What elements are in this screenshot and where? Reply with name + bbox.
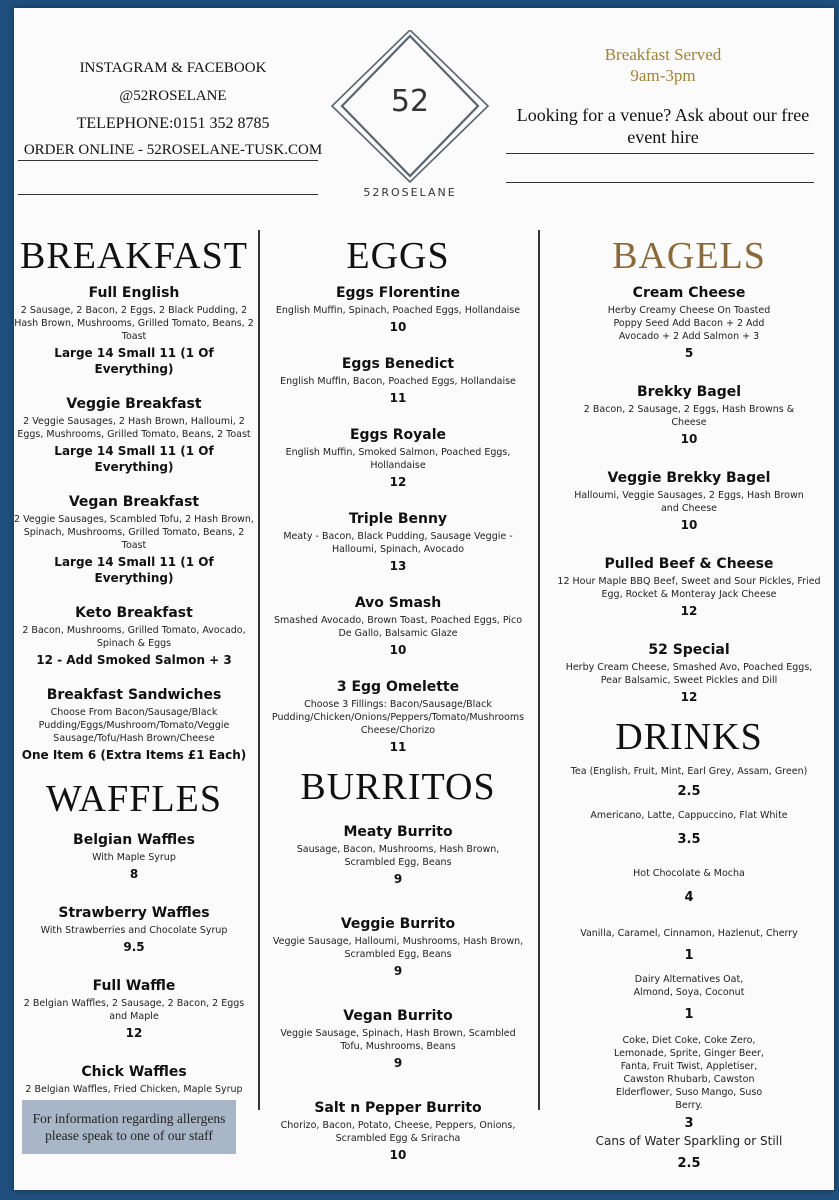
item-desc: Herby Cream Cheese, Smashed Avo, Poached Eggs, Pear Balsamic, Sweet Pickles and Dill bbox=[565, 662, 813, 686]
drink-price: 1 bbox=[684, 1007, 694, 1022]
item-price: 12 bbox=[680, 690, 698, 704]
item-desc: Choose 3 Fillings: Bacon/Sausage/Black Pudding/Chicken/Onions/Peppers/Tomato/Mushrooms Cheese/Chorizo bbox=[271, 699, 525, 736]
menu-item bbox=[270, 678, 526, 755]
item-price: 10 bbox=[389, 1148, 407, 1162]
item-name: Avo Smash bbox=[354, 595, 442, 611]
menu-item bbox=[14, 604, 254, 668]
item-price: 9 bbox=[393, 964, 403, 978]
item-name: Eggs Benedict bbox=[341, 356, 455, 372]
item-price: 12 bbox=[389, 475, 407, 489]
item-desc: Chorizo, Bacon, Potato, Cheese, Peppers, Onions, Scrambled Egg & Sriracha bbox=[280, 1120, 516, 1144]
item-price: One Item 6 (Extra Items £1 Each) bbox=[21, 748, 247, 762]
column-divider-2 bbox=[538, 230, 540, 1110]
drink-item bbox=[554, 927, 824, 963]
item-price: 5 bbox=[684, 346, 694, 360]
menu-item bbox=[554, 284, 824, 361]
item-name: Meaty Burrito bbox=[343, 824, 453, 840]
menu-item bbox=[14, 977, 254, 1041]
item-desc: Choose From Bacon/Sausage/Black Pudding/Eggs/Mushroom/Tomato/Veggie Sausage/Tofu/Hash Brown/Cheese bbox=[38, 707, 230, 744]
column-bagels-drinks bbox=[554, 228, 824, 1181]
item-desc: 2 Veggie Sausages, 2 Hash Brown, Halloumi, 2 Eggs, Mushrooms, Grilled Tomato, Beans, 2 Toast bbox=[17, 416, 251, 440]
item-price: 12 - Add Smoked Salmon + 3 bbox=[36, 653, 232, 667]
order-online-link[interactable]: ORDER ONLINE - 52ROSELANE-TUSK.COM bbox=[23, 142, 323, 158]
column-divider-1 bbox=[258, 230, 260, 1110]
menu-item bbox=[554, 469, 824, 533]
header-divider-right-1 bbox=[506, 153, 814, 154]
item-price: 11 bbox=[389, 391, 407, 405]
header-divider-left-2 bbox=[18, 194, 318, 195]
item-price: Large 14 Small 11 (1 Of Everything) bbox=[54, 444, 214, 474]
menu-item bbox=[14, 686, 254, 763]
logo-number: 52 bbox=[390, 84, 430, 119]
item-desc: English Muffin, Bacon, Poached Eggs, Hollandaise bbox=[280, 376, 516, 387]
drink-item bbox=[554, 867, 824, 905]
menu-item bbox=[270, 594, 526, 658]
item-desc: 2 Sausage, 2 Bacon, 2 Eggs, 2 Black Pudding, 2 Hash Brown, Mushrooms, Grilled Tomato, Beans, 2 Toast bbox=[14, 305, 254, 342]
allergen-text: For information regarding allergens please speak to one of our staff bbox=[32, 1111, 226, 1143]
item-desc: Sausage, Bacon, Mushrooms, Hash Brown, Scrambled Egg, Beans bbox=[296, 844, 500, 868]
header-divider-left-1 bbox=[18, 160, 318, 161]
drink-desc: Tea (English, Fruit, Mint, Earl Grey, Assam, Green) bbox=[570, 766, 808, 777]
item-price: 9 bbox=[393, 1056, 403, 1070]
item-name: Cream Cheese bbox=[632, 285, 746, 301]
menu-item bbox=[14, 904, 254, 955]
item-name: Veggie Burrito bbox=[340, 916, 456, 932]
menu-item bbox=[270, 510, 526, 574]
breakfast-heading: BREAKFAST bbox=[20, 235, 248, 277]
social-handle: @52ROSELANE bbox=[119, 88, 227, 104]
item-desc: Halloumi, Veggie Sausages, 2 Eggs, Hash Brown and Cheese bbox=[574, 490, 804, 514]
served-hours: 9am-3pm bbox=[630, 66, 696, 85]
item-name: Brekky Bagel bbox=[636, 384, 742, 400]
item-price: 8 bbox=[129, 867, 139, 881]
drinks-heading: DRINKS bbox=[615, 716, 763, 758]
item-price: 10 bbox=[389, 643, 407, 657]
drink-item bbox=[554, 1135, 824, 1171]
item-desc: Veggie Sausage, Spinach, Hash Brown, Scambled Tofu, Mushrooms, Beans bbox=[280, 1028, 516, 1052]
drink-item bbox=[554, 809, 824, 847]
logo-caption: 52ROSELANE bbox=[363, 186, 457, 199]
item-name: Veggie Breakfast bbox=[66, 396, 202, 412]
menu-page bbox=[14, 8, 834, 1190]
item-price: 13 bbox=[389, 559, 407, 573]
item-name: Chick Waffles bbox=[81, 1064, 187, 1080]
hours-block bbox=[508, 44, 818, 86]
menu-item bbox=[554, 641, 824, 705]
item-name: Keto Breakfast bbox=[75, 605, 193, 621]
header-divider-right-2 bbox=[506, 182, 814, 183]
menu-item bbox=[270, 823, 526, 887]
item-price: 12 bbox=[125, 1026, 143, 1040]
item-price: 9 bbox=[393, 872, 403, 886]
drink-desc: Cans of Water Sparkling or Still bbox=[595, 1134, 783, 1148]
item-name: Triple Benny bbox=[348, 511, 448, 527]
drink-price: 1 bbox=[684, 948, 694, 963]
item-desc: Meaty - Bacon, Black Pudding, Sausage Veggie - Halloumi, Spinach, Avocado bbox=[283, 531, 513, 555]
item-name: Vegan Burrito bbox=[343, 1008, 453, 1024]
drink-price: 3 bbox=[684, 1116, 694, 1131]
bagels-heading: BAGELS bbox=[612, 235, 766, 277]
drink-item bbox=[554, 973, 824, 1022]
menu-item bbox=[14, 284, 254, 377]
drink-desc: Vanilla, Caramel, Cinnamon, Hazlenut, Cherry bbox=[580, 928, 798, 939]
item-name: Breakfast Sandwiches bbox=[46, 687, 222, 703]
item-desc: With Strawberries and Chocolate Syrup bbox=[40, 925, 228, 936]
menu-item bbox=[14, 831, 254, 882]
drink-desc: Coke, Diet Coke, Coke Zero, Lemonade, Sprite, Ginger Beer, Fanta, Fruit Twist, Appletiser, Cawston Rhubarb, Cawston Elderflower, Suso Mango, Suso Berry. bbox=[614, 1035, 764, 1111]
menu-item bbox=[270, 915, 526, 979]
item-price: 9.5 bbox=[123, 940, 145, 954]
allergen-notice bbox=[22, 1100, 236, 1154]
item-name: Eggs Royale bbox=[349, 427, 447, 443]
item-price: 10 bbox=[680, 432, 698, 446]
item-name: Pulled Beef & Cheese bbox=[604, 556, 774, 572]
logo bbox=[328, 30, 492, 199]
menu-item bbox=[554, 383, 824, 447]
drink-price: 3.5 bbox=[677, 832, 701, 847]
eggs-heading: EGGS bbox=[346, 235, 450, 277]
item-name: Vegan Breakfast bbox=[68, 494, 200, 510]
drink-price: 2.5 bbox=[677, 1156, 701, 1171]
item-price: 10 bbox=[680, 518, 698, 532]
drink-desc: Americano, Latte, Cappuccino, Flat White bbox=[590, 810, 788, 821]
item-name: 52 Special bbox=[648, 642, 730, 658]
item-name: Salt n Pepper Burrito bbox=[314, 1100, 482, 1116]
burritos-heading: BURRITOS bbox=[300, 766, 496, 808]
item-desc: 2 Belgian Waffles, 2 Sausage, 2 Bacon, 2 Eggs and Maple bbox=[23, 998, 245, 1022]
item-desc: 2 Belgian Waffles, Fried Chicken, Maple Syrup bbox=[25, 1084, 243, 1095]
item-name: Full Waffle bbox=[92, 978, 176, 994]
item-desc: English Muffin, Smoked Salmon, Poached Eggs, Hollandaise bbox=[285, 447, 511, 471]
drink-item bbox=[554, 1034, 824, 1131]
drink-price: 2.5 bbox=[677, 784, 701, 799]
contact-block bbox=[18, 54, 328, 162]
menu-item bbox=[14, 395, 254, 475]
column-breakfast-waffles bbox=[14, 228, 254, 1124]
drink-desc: Dairy Alternatives Oat, Almond, Soya, Coconut bbox=[633, 974, 745, 998]
item-desc: 2 Bacon, Mushrooms, Grilled Tomato, Avocado, Spinach & Eggs bbox=[22, 625, 246, 649]
item-desc: English Muffin, Spinach, Poached Eggs, Hollandaise bbox=[275, 305, 521, 316]
item-price: Large 14 Small 11 (1 Of Everything) bbox=[54, 346, 214, 376]
served-label: Breakfast Served bbox=[604, 45, 722, 64]
item-desc: With Maple Syrup bbox=[92, 852, 176, 863]
drink-price: 4 bbox=[684, 890, 694, 905]
menu-item bbox=[270, 1007, 526, 1071]
item-desc: Veggie Sausage, Halloumi, Mushrooms, Hash Brown, Scrambled Egg, Beans bbox=[272, 936, 524, 960]
menu-item bbox=[554, 555, 824, 619]
item-name: Strawberry Waffles bbox=[58, 905, 210, 921]
menu-item bbox=[270, 355, 526, 406]
drink-item bbox=[554, 765, 824, 799]
item-price: 12 bbox=[680, 604, 698, 618]
menu-item bbox=[14, 493, 254, 586]
item-name: Full English bbox=[88, 285, 180, 301]
item-name: Veggie Brekky Bagel bbox=[607, 470, 771, 486]
telephone: TELEPHONE:0151 352 8785 bbox=[76, 115, 270, 132]
waffles-heading: WAFFLES bbox=[46, 778, 222, 820]
menu-item bbox=[270, 284, 526, 335]
item-desc: 12 Hour Maple BBQ Beef, Sweet and Sour Pickles, Fried Egg, Rocket & Monteray Jack Cheese bbox=[557, 576, 821, 600]
item-price: 10 bbox=[389, 320, 407, 334]
item-desc: Smashed Avocado, Brown Toast, Poached Eggs, Pico De Gallo, Balsamic Glaze bbox=[273, 615, 523, 639]
item-name: Belgian Waffles bbox=[73, 832, 195, 848]
menu-item bbox=[270, 1099, 526, 1163]
column-eggs-burritos bbox=[270, 228, 526, 1173]
menu-item bbox=[270, 426, 526, 490]
item-price: 11 bbox=[389, 740, 407, 754]
item-price: Large 14 Small 11 (1 Of Everything) bbox=[54, 555, 214, 585]
item-desc: 2 Veggie Sausages, Scambled Tofu, 2 Hash Brown, Spinach, Mushrooms, Grilled Tomato, Beans, 2 Toast bbox=[14, 514, 254, 551]
item-name: Eggs Florentine bbox=[335, 285, 461, 301]
item-name: 3 Egg Omelette bbox=[336, 679, 460, 695]
social-label: INSTAGRAM & FACEBOOK bbox=[79, 60, 267, 76]
item-desc: 2 Bacon, 2 Sausage, 2 Eggs, Hash Browns & Cheese bbox=[583, 404, 795, 428]
venue-note: Looking for a venue? Ask about our free event hire bbox=[516, 105, 810, 147]
drink-desc: Hot Chocolate & Mocha bbox=[633, 868, 745, 879]
item-desc: Herby Creamy Cheese On Toasted Poppy Seed Add Bacon + 2 Add Avocado + 2 Add Salmon + 3 bbox=[607, 305, 771, 342]
